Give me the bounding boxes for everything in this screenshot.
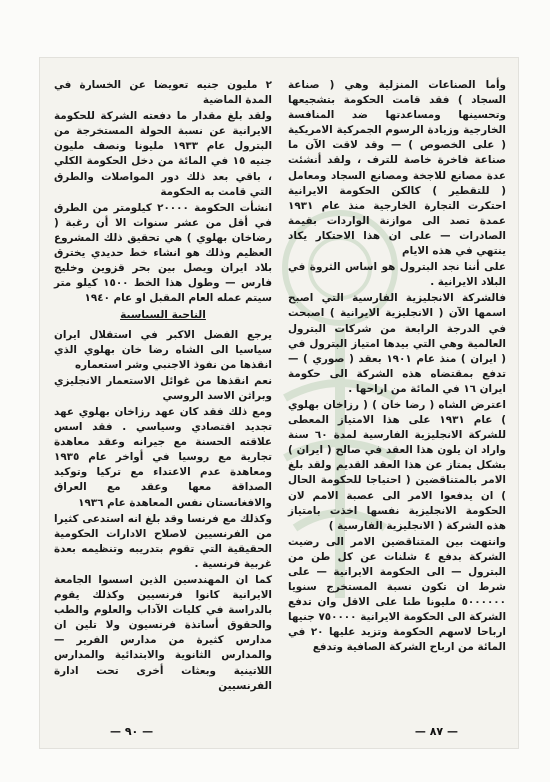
paragraph: ٢ مليون جنيه تعويضا عن الخسارة في المدة الماضية [54, 79, 272, 107]
paragraph: ولقد بلغ مقدار ما دفعته الشركة للحكومة الايرانية عن نسبة الحولة المستخرجة من البترول عام ١٩٣٣ مليونا ونصف مليون جنيه ١٥ في المائة من دخل الحكومة الكلي ، باقي بعد ذلك دور المواصلات والطرق التي قامت به الحكومة [54, 110, 273, 198]
paragraph: وانتهت بين المتناقضين الامر الى رضيت الشركة بدفع ٤ شلنات عن كل طن من البترول — الى الحكومة الايرانية — على شرط ان تكون نسبة المستخرج سنويا ٥٠٠٠٠٠٠ مليونا طنا على الاقل وان تدفع الشركة الى الحكومة الايرانية ٧٥٠٠٠٠ جنيها ارباحا لاسهم الحكومة وتزيد عليها ٢٠ في المائة من ارباح الشركة الصافية وتدفع [288, 535, 507, 654]
paragraph: انشأت الحكومة ٢٠٠٠٠ كيلومتر من الطرق في أقل من عشر سنوات الا أن رغبة ( رضاخان بهلوي ) هي تحقيق ذلك المشروع العظيم وذلك هو انشاء خط حديدي يخترق بلاد ايران ويصل بين بحر قزوين وخليج فارس — وطول هذا الخط ١٥٠٠ كيلو متر سيتم عمله العام المقبل او عام ١٩٤٠ [54, 201, 273, 305]
paragraph: وكذلك مع فرنسا وقد بلغ انه استدعى كثيرا من الفرنسيين لاصلاح الادارات الحكومية الحقيقية التي تقوم بتدريبه وتنظيمه بعدة غربية فرنسية . [54, 512, 272, 570]
paragraph: ومع ذلك فقد كان عهد رزاخان بهلوي عهد تجديد اقتصادي وسياسي . فقد اسس علاقته الحسنة مع جيرانه وعقد معاهدة تجارية مع روسيا في أواخر عام ١٩٣٥ ومعاهدة عدم الاعتداء مع تركيا وتوكيد الصداقة معها وعقد مع العراق والافغانستان نفس المعاهدة عام ١٩٣٦ [54, 405, 272, 509]
right-column [288, 78, 506, 657]
paragraph: فالشركة الانجليزية الفارسية التي اصبح اسمها الآن ( الانجليزية الايرانية ) اصبحت في الدرجة الرابعة من شركات البترول العالمية وهي التي بيدها امتياز البترول في ( ايران ) منذ عام ١٩٠١ بعقد ( صوري ) — تدفع بمقتضاه هذه الشركة الى حكومة ايران ١٦ في المائة من اراحها . [288, 292, 506, 395]
paragraph: اعترض الشاه ( رضا خان ) ( رزاخان بهلوي ) عام ١٩٣١ على هذا الامتياز المعطى للشركة الانجليزية الفارسية لمدة ٦٠ سنة واراد ان يلون هذا العقد في صالح ( ايران ) بشكل يمتاز عن هذا العقد القديم ولقد بلغ الامر بالمتناقضين ( احتياجا للحكومة الحال ) ان يدفعوا الامر الى عصبة الامم لان الحكومة الانجليزية نفسها اخذت بامتياز هذه الشركة ( الانجليزية الفارسية ) [288, 398, 506, 532]
section-heading: الناحية السياسية [120, 309, 206, 322]
paragraph: وأما الصناعات المنزلية وهي ( صناعة السجاد ) فقد قامت الحكومة بتشجيعها وتحسينها ومساعدتها ضد المنافسة الخارجية وزيادة الرسوم الجمركية الامريكية ( على الخصوص ) — وقد لاقت الآن ما صناعة فاخرة خاصة للترف ، ولقد أنشئت عدة مصانع للاجخة ومصانع السجاد ومعامل ( للتقطير ) كالكن الحكومة الايرانية احتكرت التجارة الخارجية منذ عام ١٩٣١ عمدة تصد الى موازنة الواردات بقيمة الصادرات — على ان هذا الاحتكار يكاد ينتهي في هذه الايام [288, 79, 506, 258]
right-page-number: — ٨٧ — [414, 725, 458, 738]
book-spread [40, 58, 518, 748]
paragraph: يرجع الفضل الاكبر في استقلال ايران سياسيا الى الشاه رضا خان بهلوي الذي انقذها من نفوذ الاجنبي وشر استعماره [54, 328, 272, 371]
paragraph: نعم انقذها من غوائل الاستعمار الانجليزي وبراثن الاسد الروسي [54, 374, 272, 402]
left-page-number: — ٩٠ — [110, 725, 154, 738]
left-column [54, 78, 272, 695]
paragraph: على أننا نجد البترول هو اساس الثروة في البلاد الايرانية . [288, 261, 506, 289]
paragraph: كما ان المهندسين الذين اسسوا الجامعة الايرانية كانوا فرنسيين وكذلك يقوم بالدراسة في كليات الآداب والعلوم والطب والحقوق أساتذة فرنسيون ولا تلين ان مدارس كثيرة من مدارس الفرير — والمدارس الثانوية والابتدائية والمدارس اللاتينية وبعثات أخرى تحت ادارة الفرنسيين [54, 574, 272, 692]
